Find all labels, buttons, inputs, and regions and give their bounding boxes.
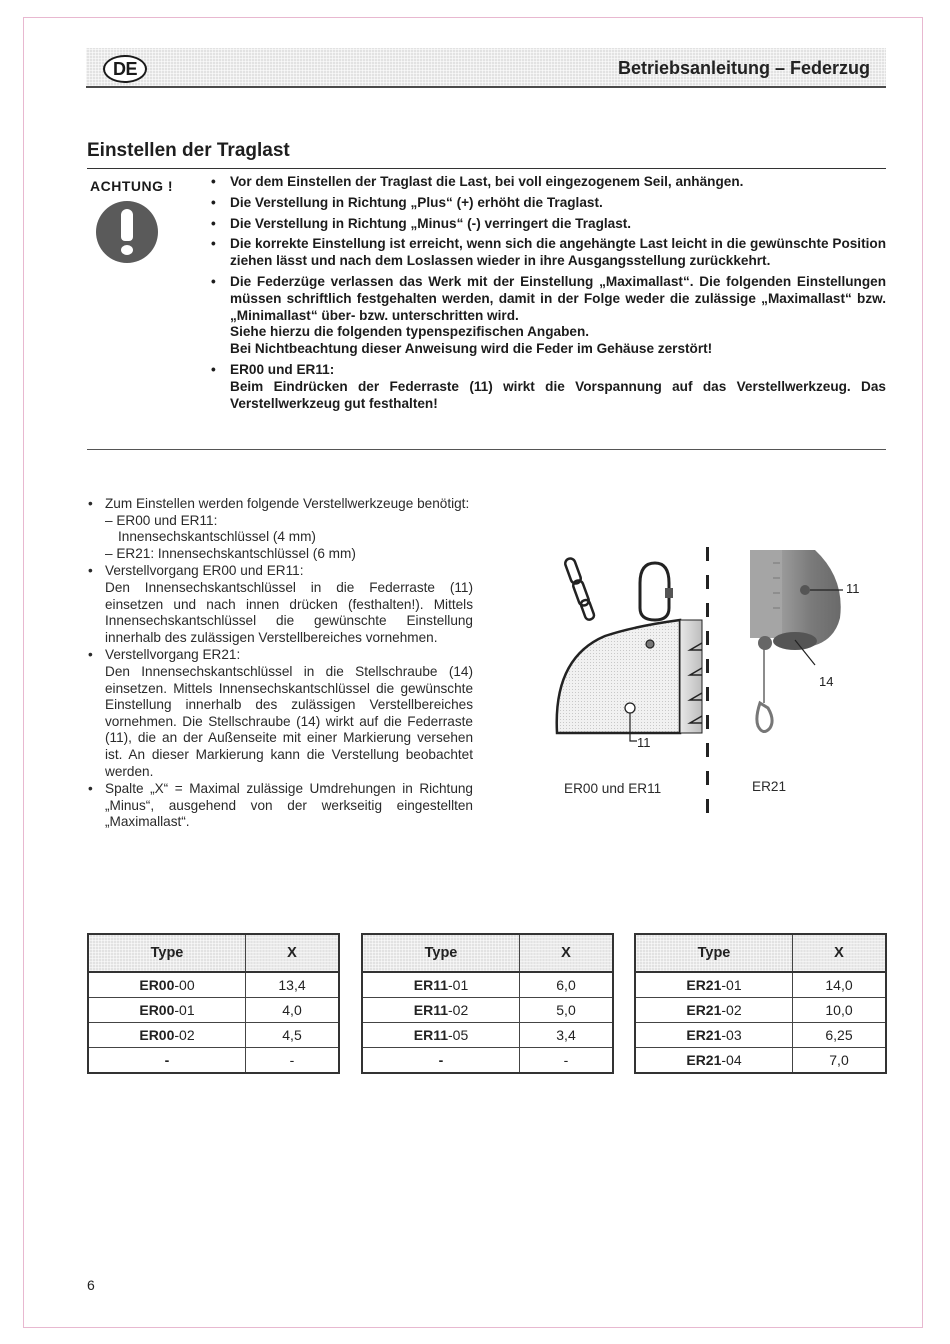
- language-badge: DE: [103, 55, 147, 83]
- spec-table-er11: [361, 933, 614, 1074]
- table-row: [362, 972, 613, 998]
- section-title: Einstellen der Traglast: [87, 140, 290, 161]
- x-cell: 13,4: [246, 972, 340, 998]
- procedure-heading: • Verstellvorgang ER21:: [105, 647, 241, 663]
- page-number: 6: [87, 1277, 95, 1293]
- figure-caption-er21: ER21: [752, 779, 787, 794]
- warning-item: [208, 216, 886, 233]
- table-row: [635, 1023, 886, 1048]
- spring-detent-marker: [625, 703, 635, 713]
- type-cell: ER11-05: [362, 1023, 520, 1048]
- warning-text: • Die Verstellung in Richtung „Plus“ (+) erhöht die Traglast.: [230, 194, 603, 210]
- type-cell: ER00-01: [88, 998, 246, 1023]
- type-cell: -: [88, 1048, 246, 1074]
- instruction-item-column-x: [87, 781, 473, 831]
- warning-text: • Die Verstellung in Richtung „Minus“ (-) verringert die Traglast.: [230, 215, 632, 231]
- x-cell: 6,0: [520, 972, 614, 998]
- callout-14-right: 14: [819, 674, 834, 689]
- column-header-type: Type: [635, 934, 793, 972]
- x-cell: 10,0: [793, 998, 887, 1023]
- column-header-type: Type: [362, 934, 520, 972]
- type-cell: ER11-01: [362, 972, 520, 998]
- warning-item: [208, 236, 886, 270]
- type-cell: ER00-00: [88, 972, 246, 998]
- housing-outline: [557, 620, 680, 733]
- x-cell: 14,0: [793, 972, 887, 998]
- instructions-list: [87, 496, 473, 832]
- warning-bottom-rule: [87, 449, 886, 450]
- type-cell: ER11-02: [362, 998, 520, 1023]
- callout-11-right: 11: [846, 581, 860, 596]
- tools-intro: • Zum Einstellen werden folgende Verstellwerkzeuge benötigt:: [105, 496, 470, 511]
- x-cell: 4,0: [246, 998, 340, 1023]
- instruction-item-procedure-er00-er11: [87, 563, 473, 646]
- exclamation-dot: [121, 245, 133, 255]
- warning-item: [208, 362, 886, 412]
- spec-table-er00: [87, 933, 340, 1074]
- column-header-type: Type: [88, 934, 246, 972]
- exclamation-bar: [121, 209, 133, 241]
- exclamation-circle-icon: [96, 201, 158, 263]
- warning-label: ACHTUNG !: [90, 178, 174, 194]
- procedure-heading: • Verstellvorgang ER00 und ER11:: [105, 563, 304, 579]
- table-row: [635, 998, 886, 1023]
- warning-text: • Vor dem Einstellen der Traglast die Last, bei voll eingezogenem Seil, anhängen.: [230, 174, 744, 189]
- callout-11-left: 11: [637, 735, 651, 750]
- warning-text: Bei Nichtbeachtung dieser Anweisung wird die Feder im Gehäuse zerstört!: [230, 341, 713, 357]
- x-cell: -: [246, 1048, 340, 1074]
- instruction-item-procedure-er21: [87, 647, 473, 780]
- table-row: [362, 1048, 613, 1074]
- warning-item: [208, 174, 886, 191]
- spec-table-er21: [634, 933, 887, 1074]
- figure-divider: [706, 547, 709, 817]
- type-cell: ER21-03: [635, 1023, 793, 1048]
- x-cell: 5,0: [520, 998, 614, 1023]
- er00-er11-illustration: [545, 548, 705, 758]
- tools-er00-er11-label: – ER00 und ER11:: [105, 512, 218, 528]
- table-row: [362, 998, 613, 1023]
- table-row: [88, 972, 339, 998]
- table-row: [88, 998, 339, 1023]
- chain-icon: [564, 557, 595, 621]
- warning-item: [208, 195, 886, 212]
- table-row: [88, 1048, 339, 1074]
- x-cell: 6,25: [793, 1023, 887, 1048]
- table-row: [635, 972, 886, 998]
- warning-text: Beim Eindrücken der Federraste (11) wirkt die Vorspannung auf das Verstellwerkzeug. Das Verstellwerkzeug gut festhalten!: [230, 378, 886, 411]
- warning-text: • ER00 und ER11:: [230, 361, 335, 377]
- instruction-item-tools: [87, 496, 473, 562]
- x-cell: 7,0: [793, 1048, 887, 1074]
- x-cell: -: [520, 1048, 614, 1074]
- section-rule: [87, 168, 886, 169]
- type-cell: ER21-02: [635, 998, 793, 1023]
- type-cell: -: [362, 1048, 520, 1074]
- procedure-text: Den Innensechskantschlüssel in die Stellschraube (14) einsetzen. Mittels Innensechskantschlüssel die gewünschte Einstellung innerhalb des zulässigen Verstellbereiches vornehmen. Die Stellschraube (14) wirkt auf die Federraste (11), die an der Außenseite mit einer Markierung versehen ist. An dieser Markierung kann die Verstellung beobachtet werden.: [105, 663, 473, 779]
- header-band: [86, 48, 886, 88]
- type-cell: ER21-01: [635, 972, 793, 998]
- table-row: [362, 1023, 613, 1048]
- column-x-note: • Spalte „X“ = Maximal zulässige Umdrehungen in Richtung „Minus“, ausgehend von der werkseitig eingestellten „Maximallast“.: [105, 781, 473, 830]
- warning-item: [208, 274, 886, 358]
- tools-er00-er11-tool: Innensechskantschlüssel (4 mm): [118, 529, 316, 545]
- column-header-x: X: [246, 934, 340, 972]
- type-cell: ER00-02: [88, 1023, 246, 1048]
- carabiner-icon: [640, 563, 669, 620]
- er21-illustration: [745, 548, 880, 748]
- x-cell: 4,5: [246, 1023, 340, 1048]
- warning-list: [208, 174, 886, 416]
- table-row: [635, 1048, 886, 1074]
- column-header-x: X: [520, 934, 614, 972]
- header-title: Betriebsanleitung – Federzug: [617, 58, 870, 78]
- er21-hook-icon: [757, 703, 772, 732]
- warning-text: • Die korrekte Einstellung ist erreicht, wenn sich die angehängte Last leicht in die gewünschte Position ziehen lässt und nach dem Loslassen wieder in ihre Ausgangsstellung zurückkehrt.: [230, 236, 886, 269]
- type-cell: ER21-04: [635, 1048, 793, 1074]
- column-header-x: X: [793, 934, 887, 972]
- procedure-text: Den Innensechskantschlüssel in die Federraste (11) einsetzen und nach innen drücken (festhalten!). Mittels Innensechskantschlüssel die gewünschte Einstellung innerhalb des zulässigen Verstellbereiches vornehmen.: [105, 579, 473, 645]
- figure-caption-er00-er11: ER00 und ER11: [564, 781, 662, 796]
- tools-er21: – ER21: Innensechskantschlüssel (6 mm): [105, 545, 356, 561]
- warning-text: • Die Federzüge verlassen das Werk mit der Einstellung „Maximallast“. Die folgenden Einstellungen müssen schriftlich festgehalten werden, damit in der Folge weder die zulässige „Maximallast“ bzw. „Minimallast“ über- bzw. unterschritten wird.: [230, 273, 886, 323]
- warning-text: Siehe hierzu die folgenden typenspezifischen Angaben.: [230, 324, 590, 340]
- x-cell: 3,4: [520, 1023, 614, 1048]
- table-row: [88, 1023, 339, 1048]
